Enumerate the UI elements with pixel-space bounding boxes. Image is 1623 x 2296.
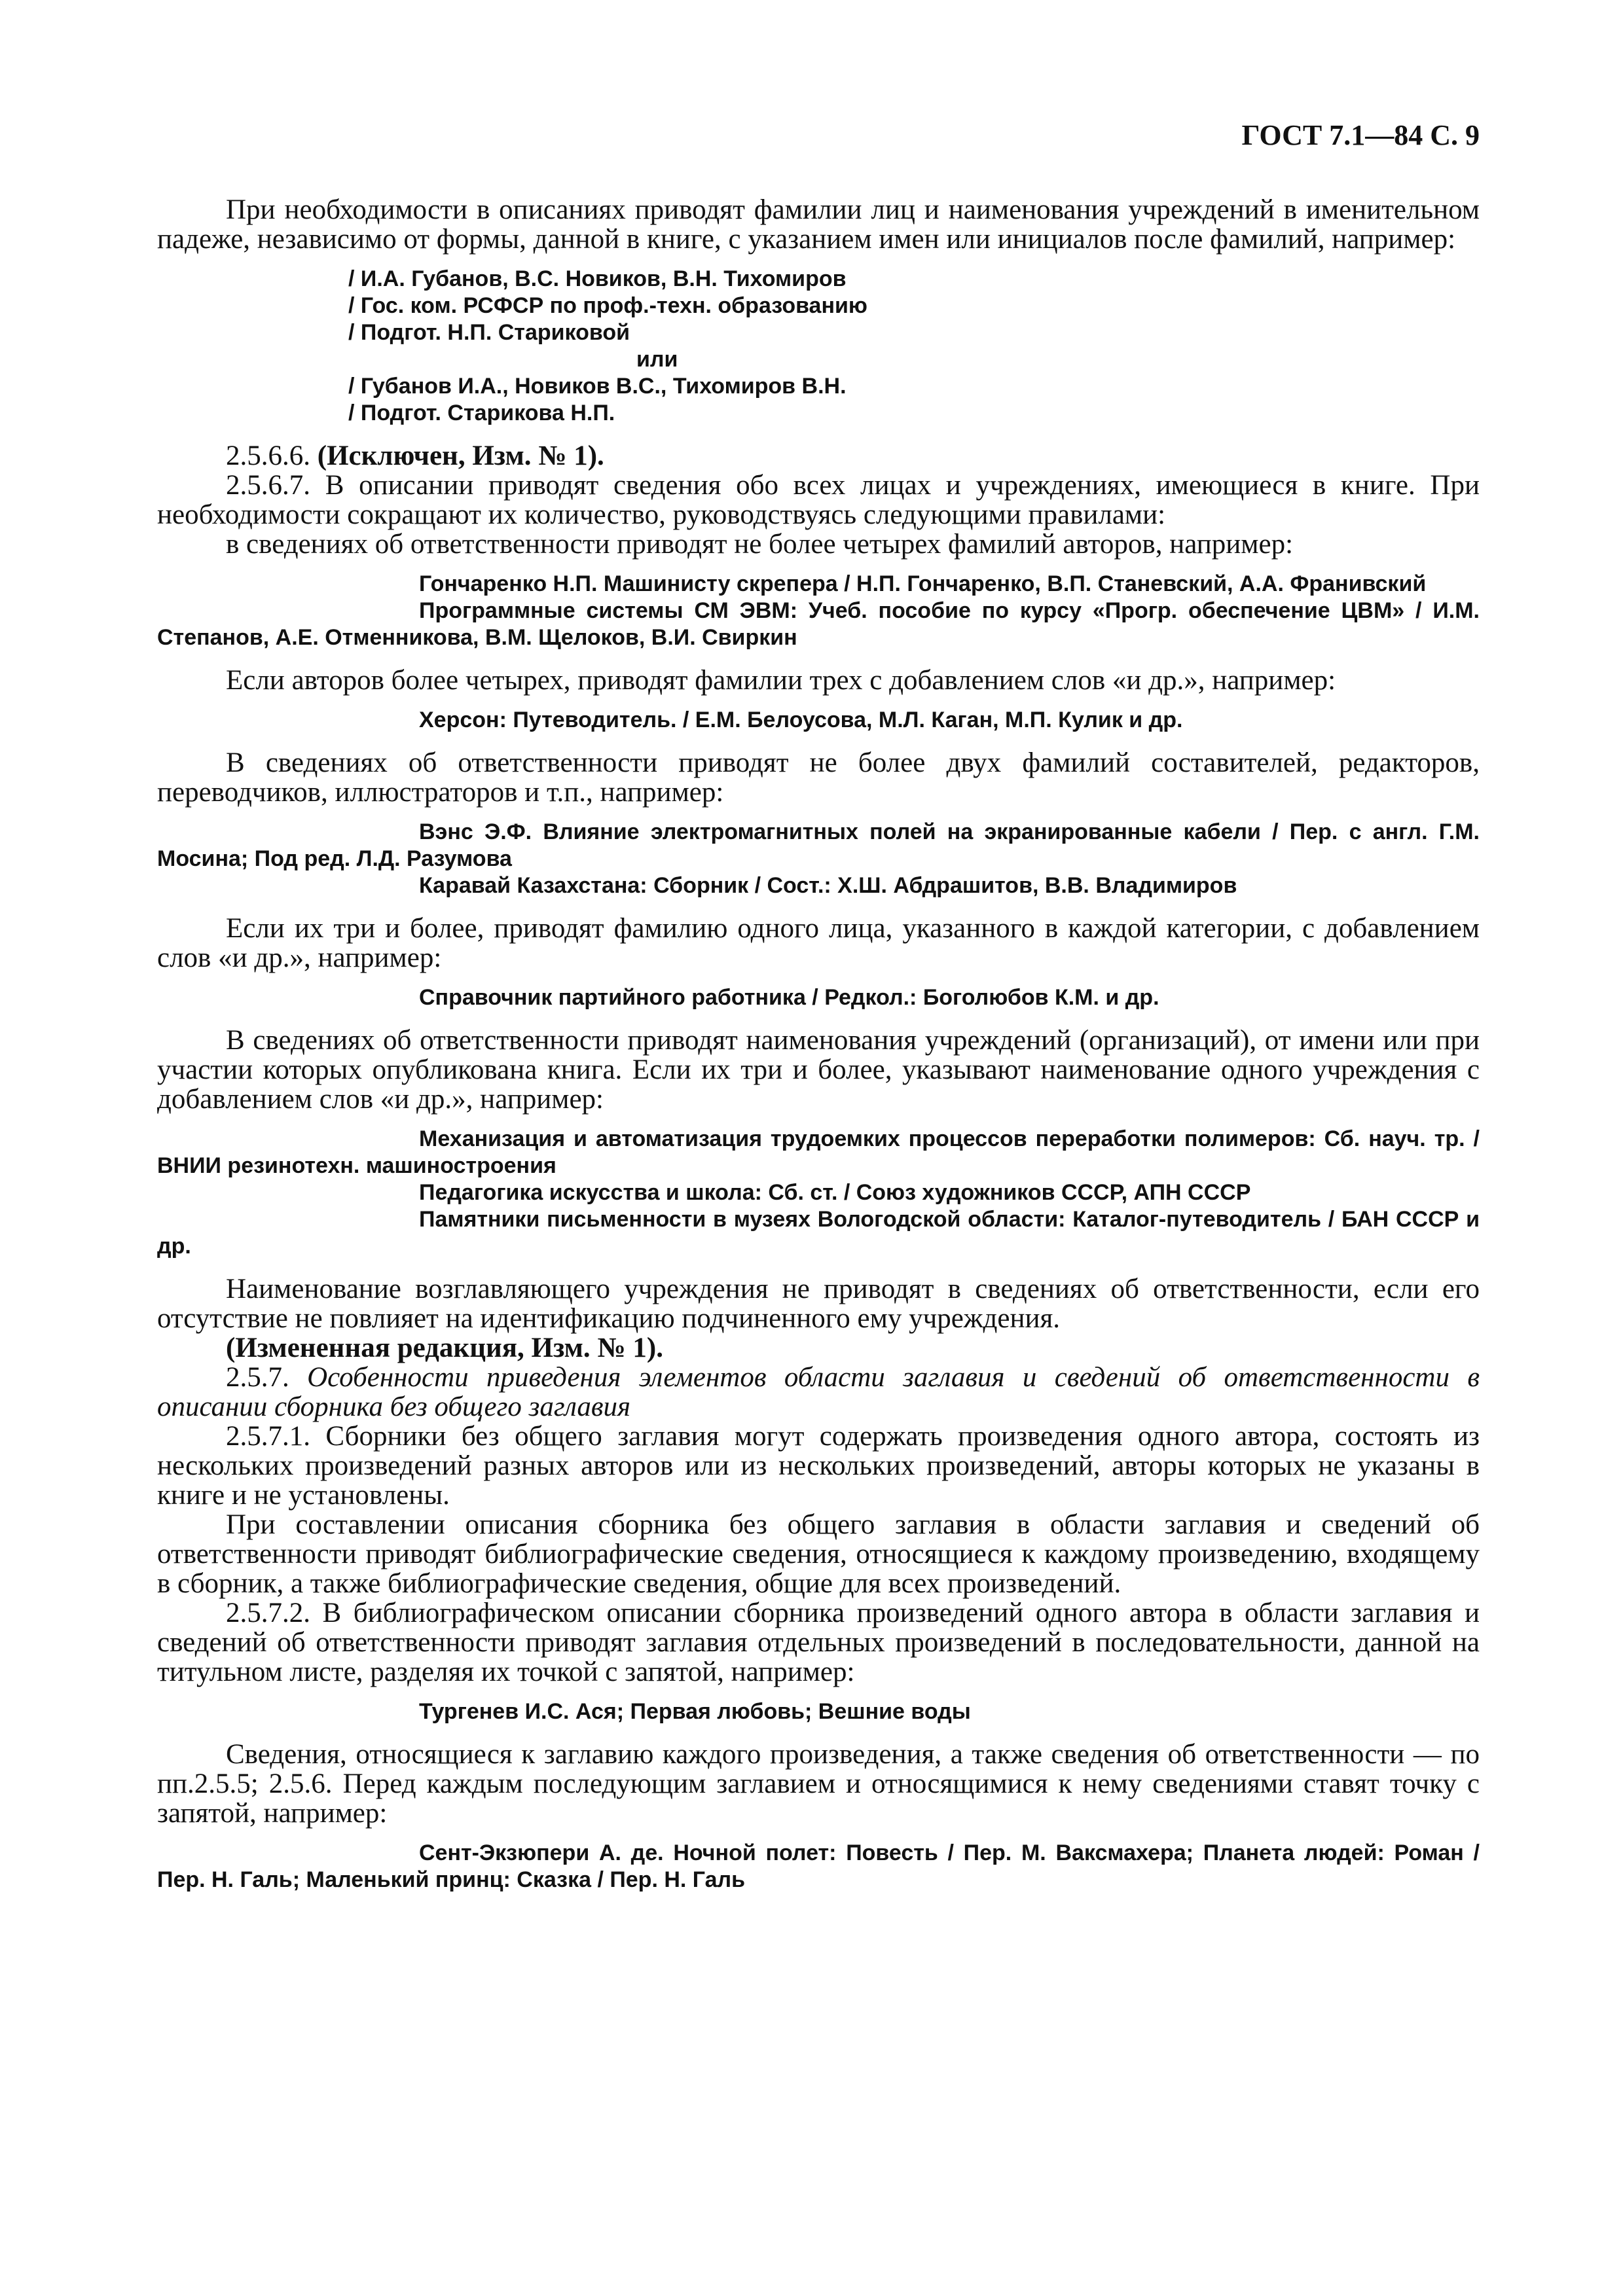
paragraph: В сведениях об ответственности приводят не более двух фамилий составителей, редакторов, переводчиков, иллюстраторов и т.п., например: xyxy=(157,747,1480,808)
example-entry: Каравай Казахстана: Сборник / Сост.: Х.Ш. Абдрашитов, В.В. Владимиров xyxy=(419,873,1237,898)
example-block xyxy=(157,571,1480,651)
amendment-note: (Измененная редакция, Изм. № 1). xyxy=(226,1333,663,1363)
example-block xyxy=(157,984,1480,1011)
paragraph: в сведениях об ответственности приводят не более четырех фамилий авторов, например: xyxy=(226,529,1294,560)
example-entry: Педагогика искусства и школа: Сб. ст. / Союз художников СССР, АПН СССР xyxy=(419,1180,1251,1205)
example-entry: Тургенев И.С. Ася; Первая любовь; Вешние воды xyxy=(419,1699,971,1724)
document-body xyxy=(157,118,1480,1908)
example-entry: Херсон: Путеводитель. / Е.М. Белоусова, М.Л. Каган, М.П. Кулик и др. xyxy=(419,708,1183,732)
paragraph: Сведения, относящиеся к заглавию каждого произведения, а также сведения об ответственности — по пп.2.5.5; 2.5.6. Перед каждым последующим заглавием и относящимися к нему сведениями ставят точку с запятой, например: xyxy=(157,1739,1480,1829)
example-entry: Вэнс Э.Ф. Влияние электромагнитных полей на экранированные кабели / Пер. с англ. Г.М. Мосина; Под ред. Л.Д. Разумова xyxy=(157,819,1480,871)
example-entry: Механизация и автоматизация трудоемких процессов переработки полимеров: Сб. науч. тр. / ВНИИ резинотехн. машиностроения xyxy=(157,1126,1480,1178)
example-or: или xyxy=(636,347,678,372)
example-line: / Подгот. Старикова Н.П. xyxy=(348,401,615,425)
example-entry: Сент-Экзюпери А. де. Ночной полет: Повесть / Пер. М. Ваксмахера; Планета людей: Роман / Пер. Н. Галь; Маленький принц: Сказка / Пер. Н. Галь xyxy=(157,1840,1480,1892)
page-header: ГОСТ 7.1—84 С. 9 xyxy=(1241,119,1480,151)
paragraph: Если их три и более, приводят фамилию одного лица, указанного в каждой категории, с добавлением слов «и др.», например: xyxy=(157,913,1480,973)
example-block xyxy=(157,707,1480,734)
example-block xyxy=(157,1126,1480,1260)
example-entry: Памятники письменности в музеях Вологодской области: Каталог-путеводитель / БАН СССР и др. xyxy=(157,1207,1480,1259)
example-block xyxy=(157,266,1480,427)
paragraph: При составлении описания сборника без общего заглавия в области заглавия и сведений об ответственности приводят библиографические сведения, относящиеся к каждому произведению, входящему в сборник, а также библиографические сведения, общие для всех произведений. xyxy=(157,1509,1480,1599)
example-block xyxy=(157,1698,1480,1725)
example-line: / Подгот. Н.П. Стариковой xyxy=(348,320,630,345)
section-note: (Исключен, Изм. № 1). xyxy=(317,440,604,471)
section-2-5-7 xyxy=(157,1363,1480,1422)
example-line: / Губанов И.А., Новиков В.С., Тихомиров В.Н. xyxy=(348,374,847,399)
section-2-5-7-2: 2.5.7.2. В библиографическом описании сборника произведений одного автора в области заглавия и сведений об ответственности приводят заглавия отдельных произведений в последовательности, данной на титульном листе, разделяя их точкой с запятой, например: xyxy=(157,1598,1480,1687)
example-entry: Справочник партийного работника / Редкол.: Боголюбов К.М. и др. xyxy=(419,985,1159,1010)
section-2-5-6-6 xyxy=(157,441,1480,471)
paragraph: В сведениях об ответственности приводят наименования учреждений (организаций), от имени или при участии которых опубликована книга. Если их три и более, указывают наименование одного учреждения с добавлением слов «и др.», например: xyxy=(157,1025,1480,1115)
section-2-5-7-1: 2.5.7.1. Сборники без общего заглавия могут содержать произведения одного автора, состоять из нескольких произведений разных авторов или из нескольких произведений, авторы которых не указаны в книге и не установлены. xyxy=(157,1421,1480,1511)
example-block xyxy=(157,819,1480,899)
paragraph: Наименование возглавляющего учреждения не приводят в сведениях об ответственности, если его отсутствие не повлияет на идентификацию подчиненного ему учреждения. xyxy=(157,1274,1480,1334)
section-number: 2.5.7. xyxy=(226,1362,289,1393)
section-2-5-6-7: 2.5.6.7. В описании приводят сведения обо всех лицах и учреждениях, имеющиеся в книге. При необходимости сокращают их количество, руководствуясь следующими правилами: xyxy=(157,470,1480,530)
paragraph: При необходимости в описаниях приводят фамилии лиц и наименования учреждений в именительном падеже, независимо от формы, данной в книге, с указанием имен или инициалов после фамилий, например: xyxy=(157,194,1480,255)
example-entry: Гончаренко Н.П. Машинисту скрепера / Н.П. Гончаренко, В.П. Станевский, А.А. Франивский xyxy=(419,571,1427,596)
example-line: / Гос. ком. РСФСР по проф.-техн. образованию xyxy=(348,293,867,318)
example-entry: Программные системы СМ ЭВМ: Учеб. пособие по курсу «Прогр. обеспечение ЦВМ» / И.М. Степанов, А.Е. Отменникова, В.М. Щелоков, В.И. Свиркин xyxy=(157,598,1480,650)
section-title: Особенности приведения элементов области заглавия и сведений об ответственности в описании сборника без общего заглавия xyxy=(157,1362,1480,1422)
example-line: / И.А. Губанов, В.С. Новиков, В.Н. Тихомиров xyxy=(348,266,847,291)
example-block xyxy=(157,1840,1480,1893)
paragraph: Если авторов более четырех, приводят фамилии трех с добавлением слов «и др.», например: xyxy=(226,665,1336,696)
section-number: 2.5.6.6. xyxy=(226,440,310,471)
